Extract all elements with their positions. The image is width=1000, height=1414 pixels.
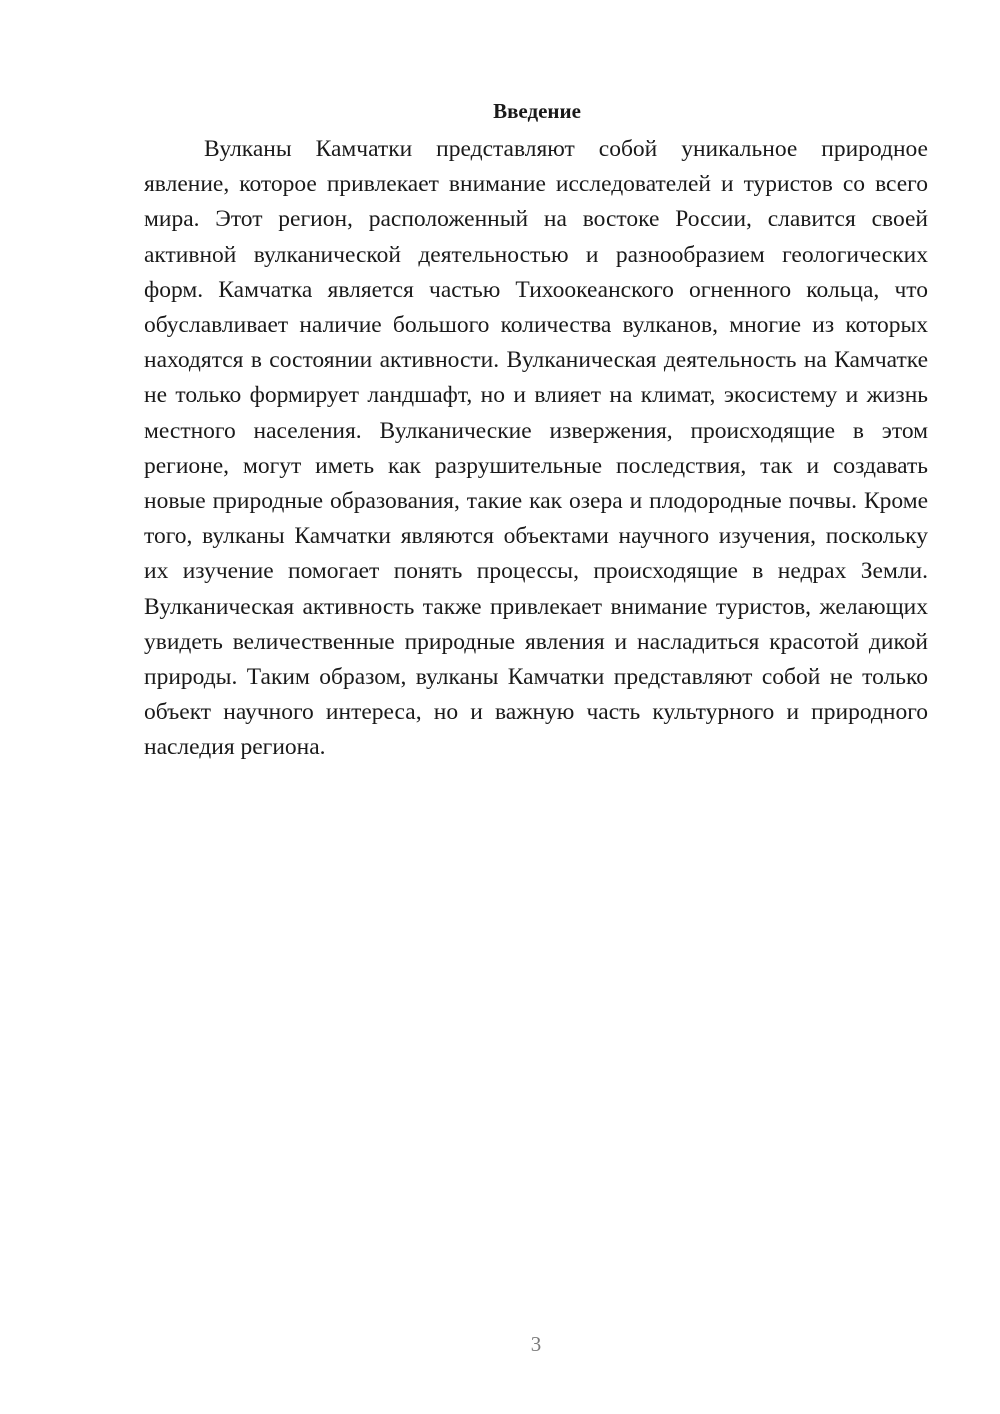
page-content [144,96,928,766]
body-paragraph: Вулканы Камчатки представляют собой уникальное природное явление, которое привлекает внимание исследователей и туристов со всего мира. Этот регион, расположенный на востоке России, славится своей активной вулканической деятельностью и разнообразием геологических форм. Камчатка является частью Тихоокеанского огненного кольца, что обуславливает наличие большого количества вулканов, многие из которых находятся в состоянии активности. Вулканическая деятельность на Камчатке не только формирует ландшафт, но и влияет на климат, экосистему и жизнь местного населения. Вулканические извержения, происходящие в этом регионе, могут иметь как разрушительные последствия, так и создавать новые природные образования, такие как озера и плодородные почвы. Кроме того, вулканы Камчатки являются объектами научного изучения, поскольку их изучение помогает понять процессы, происходящие в недрах Земли. Вулканическая активность также привлекает внимание туристов, желающих увидеть величественные природные явления и насладиться красотой дикой природы. Таким образом, вулканы Камчатки представляют собой не только объект научного интереса, но и важную часть культурного и природного наследия региона. [144,136,928,761]
page-number: 3 [530,1332,542,1356]
section-title: Введение [493,99,581,123]
